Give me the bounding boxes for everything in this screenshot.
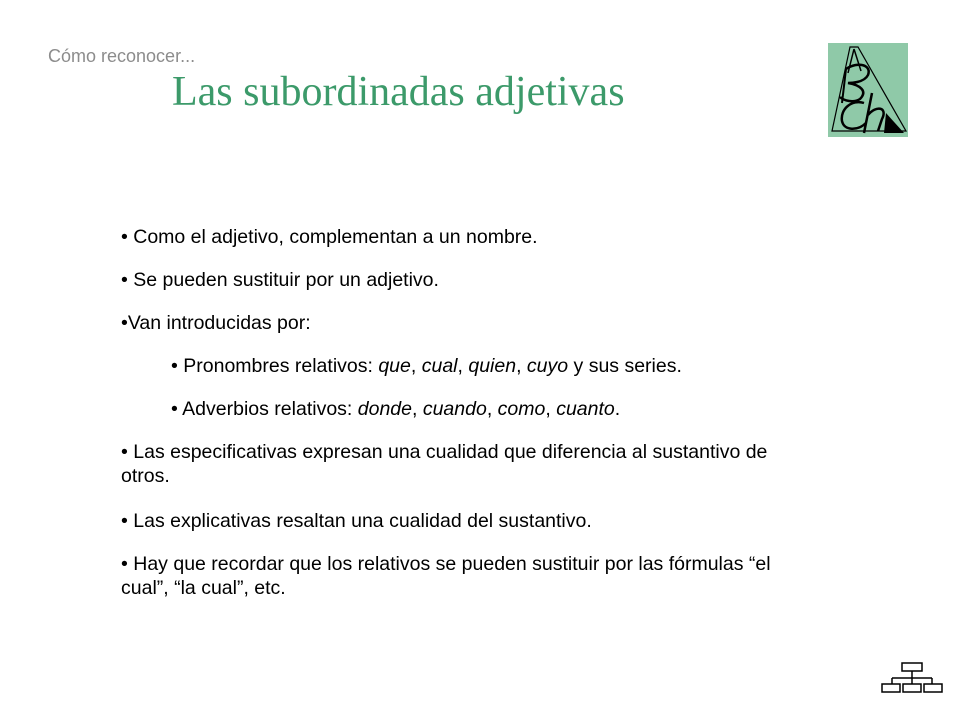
relative-word: cuando bbox=[422, 398, 487, 420]
bullet-marker: • bbox=[121, 312, 128, 334]
list-item bbox=[121, 225, 821, 249]
slide-title: Las subordinadas adjetivas bbox=[172, 69, 625, 115]
bullet-marker: • bbox=[121, 441, 134, 463]
relative-word: cuanto bbox=[556, 398, 615, 420]
bullet-marker: • bbox=[121, 510, 134, 532]
slide-subtitle: Cómo reconocer... bbox=[48, 46, 196, 66]
list-item-text: Pronombres relativos: bbox=[183, 355, 379, 377]
list-item bbox=[121, 552, 821, 600]
bullet-list bbox=[121, 225, 821, 619]
relative-word: cuyo bbox=[526, 355, 569, 377]
list-item-text: Las explicativas resaltan una cualidad del sustantivo. bbox=[133, 510, 592, 532]
list-item-text: Se pueden sustituir por un adjetivo. bbox=[133, 269, 439, 291]
relative-word: quien bbox=[468, 355, 517, 377]
list-item bbox=[121, 311, 821, 335]
bch-monogram-logo bbox=[828, 43, 908, 137]
bullet-marker: • bbox=[121, 226, 134, 248]
relative-word: que bbox=[378, 355, 411, 377]
relative-word: donde bbox=[357, 398, 412, 420]
bullet-marker: • bbox=[171, 398, 183, 420]
list-item-text: Hay que recordar que los relativos se pueden sustituir por las fórmulas “el cual”, “la cual”, etc. bbox=[121, 553, 771, 599]
sitemap-icon[interactable] bbox=[880, 662, 944, 698]
list-item-text: Adverbios relativos: bbox=[182, 398, 358, 420]
list-item-text: Van introducidas por: bbox=[127, 312, 311, 334]
relative-word: como bbox=[497, 398, 546, 420]
list-item bbox=[121, 440, 821, 488]
relative-word: cual bbox=[421, 355, 458, 377]
list-item bbox=[121, 509, 821, 533]
list-item bbox=[121, 268, 821, 292]
list-item-text: Las especificativas expresan una cualidad que diferencia al sustantivo de otros. bbox=[121, 441, 768, 487]
bullet-marker: • bbox=[121, 269, 134, 291]
list-item-sub: • Pronombres relativos: que, cual, quien, cuyo y sus series. bbox=[171, 355, 682, 377]
bullet-marker: • bbox=[121, 553, 134, 575]
list-item-text: Como el adjetivo, complementan a un nombre. bbox=[133, 226, 538, 248]
bullet-marker: • bbox=[171, 355, 184, 377]
list-item-sub: • Adverbios relativos: donde, cuando, como, cuanto. bbox=[171, 398, 621, 420]
